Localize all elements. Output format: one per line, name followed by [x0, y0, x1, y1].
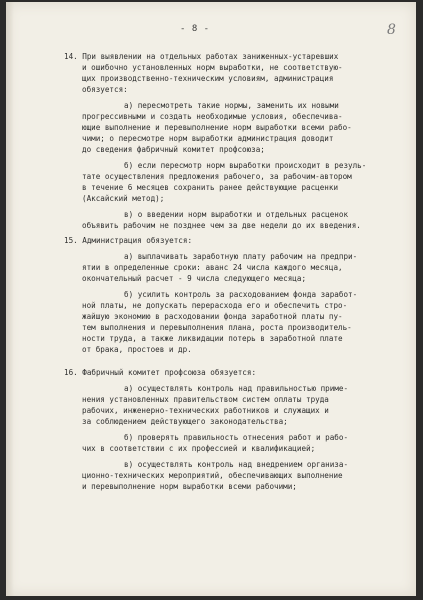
text-line: 14. При выявлении на отдельных работах заниженных-устаревших [64, 52, 339, 61]
text-line: обязуется: [82, 85, 128, 94]
text-line: ности труда, а также ликвидации потерь в заработной плате [82, 334, 343, 343]
text-line: и ошибочно установленных норм выработки, не соответствую- [82, 63, 343, 72]
text-line: нения установленных правительством систем оплаты труда [82, 395, 329, 404]
text-line: чих в соответствии с их профессией и квалификацией; [82, 444, 316, 453]
document-page [6, 2, 416, 596]
text-line: ционно-технических мероприятий, обеспечивающих выполнение [82, 471, 343, 480]
text-line: в) о введении норм выработки и отдельных расценок [124, 210, 349, 219]
text-line: тем выполнения и перевыполнения плана, роста производитель- [82, 323, 352, 332]
text-line: и перевыполнение норм выработки всеми рабочими; [82, 482, 297, 491]
text-line: 16. Фабричный комитет профсоюза обязуется: [64, 368, 257, 377]
text-line: б) если пересмотр норм выработки происходит в резуль- [124, 161, 367, 170]
text-line: окончательный расчет - 9 числа следующего месяца; [82, 274, 307, 283]
text-line: рабочих, инженерно-технических работников и служащих и [82, 406, 329, 415]
text-line: объявить рабочим не позднее чем за две недели до их введения. [82, 221, 361, 230]
text-line: чими; о пересмотре норм выработки администрация доводит [82, 134, 334, 143]
text-line: тате осуществления предложения рабочего, за рабочим-автором [82, 172, 352, 181]
text-line: ятии в определенные сроки: аванс 24 числа каждого месяца, [82, 263, 343, 272]
text-line: б) проверять правильность отнесения работ и рабо- [124, 433, 349, 442]
text-line: жайшую экономию в расходовании фонда заработной платы пу- [82, 312, 343, 321]
text-line: щих производственно-техническим условиям, администрация [82, 74, 334, 83]
text-line: ющие выполнение и перевыполнение норм выработки всеми рабо- [82, 123, 352, 132]
text-line: в течение 6 месяцев сохранить ранее действующие расценки [82, 183, 339, 192]
text-line: от брака, простоев и др. [82, 345, 192, 354]
text-line: а) выплачивать заработную плату рабочим на предпри- [124, 252, 358, 261]
text-line: ной платы, не допускать перерасхода его и обеспечить стро- [82, 301, 348, 310]
text-line: 15. Администрация обязуется: [64, 236, 193, 245]
text-line: в) осуществлять контроль над внедрением организа- [124, 460, 349, 469]
folio-number: 8 [387, 22, 396, 38]
text-line: за соблюдением действующего законодательства; [82, 417, 288, 426]
page-number: - 8 - [180, 24, 210, 34]
text-line: до сведения фабричный комитет профсоюза; [82, 145, 265, 154]
text-line: а) пересмотреть такие нормы, заменить их новыми [124, 101, 339, 110]
text-line: б) усилить контроль за расходованием фонда заработ- [124, 290, 358, 299]
text-line: прогрессивными и создать необходимые условия, обеспечива- [82, 112, 343, 121]
binding-edge [6, 2, 14, 596]
text-line: а) осуществлять контроль над правильностью приме- [124, 384, 349, 393]
text-line: (Аксайский метод); [82, 194, 165, 203]
